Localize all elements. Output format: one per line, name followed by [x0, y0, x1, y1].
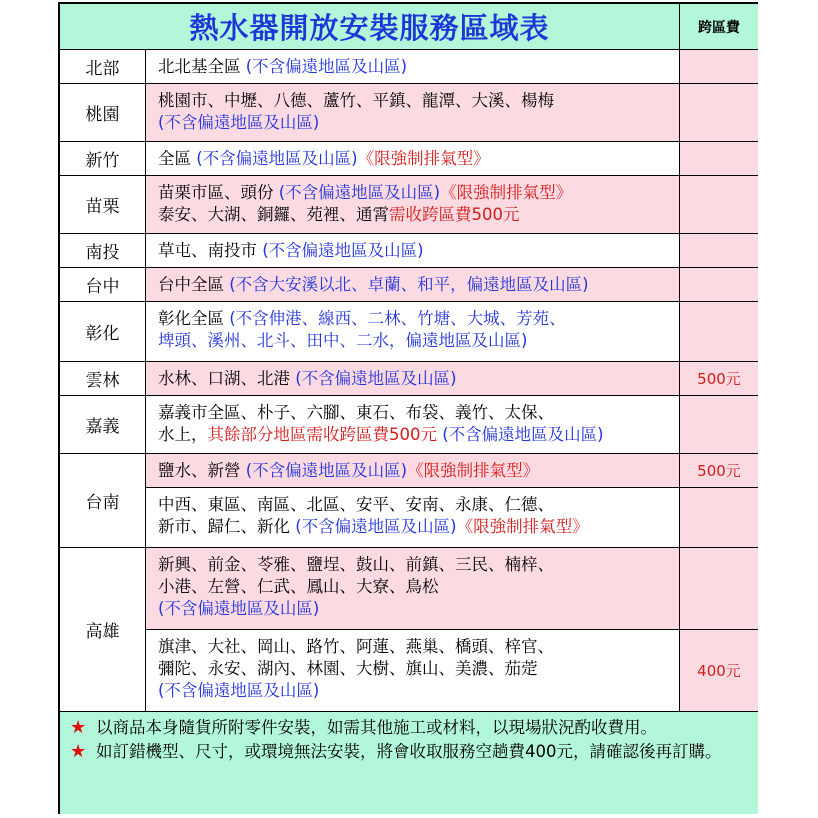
region-tainan: 台南 [60, 454, 146, 548]
areas-kaohsiung-b: 旗津、大社、岡山、路竹、阿蓮、燕巢、橋頭、梓官、 彌陀、永安、湖內、林園、大樹、旗山、美濃、茄萣 (不含偏遠地區及山區) [146, 630, 680, 712]
fee-nantou [680, 234, 758, 268]
notes-section [60, 712, 758, 814]
table-title-cell [60, 4, 680, 50]
fee-miaoli [680, 176, 758, 234]
note-item: ★ 以商品本身隨貨所附零件安裝，如需其他施工或材料，以現場狀況酌收費用。 [70, 717, 657, 738]
areas-tainan-a: 鹽水、新營 (不含偏遠地區及山區)《限強制排氣型》 [146, 454, 680, 488]
star-icon: ★ [70, 717, 87, 738]
region-changhua: 彰化 [60, 302, 146, 362]
table-title: 熱水器開放安裝服務區域表 [189, 11, 550, 45]
fee-changhua [680, 302, 758, 362]
region-miaoli: 苗栗 [60, 176, 146, 234]
fee-tainan-a: 500元 [680, 454, 758, 488]
areas-hsinchu: 全區 (不含偏遠地區及山區)《限強制排氣型》 [146, 142, 680, 176]
fee-chiayi [680, 396, 758, 454]
region-kaohsiung: 高雄 [60, 548, 146, 712]
region-yunlin: 雲林 [60, 362, 146, 396]
areas-miaoli: 苗栗市區、頭份 (不含偏遠地區及山區)《限強制排氣型》 泰安、大湖、銅鑼、苑裡、通霄需收跨區費500元 [146, 176, 680, 234]
areas-taoyuan: 桃園市、中壢、八德、蘆竹、平鎮、龍潭、大溪、楊梅 (不含偏遠地區及山區) [146, 84, 680, 142]
note-item: ★ 如訂錯機型、尺寸，或環境無法安裝，將會收取服務空趟費400元，請確認後再訂購。 [70, 741, 722, 762]
region-taoyuan: 桃園 [60, 84, 146, 142]
areas-changhua: 彰化全區 (不含伸港、線西、二林、竹塘、大城、芳苑、 埤頭、溪州、北斗、田中、二水，偏遠地區及山區) [146, 302, 680, 362]
fee-yunlin: 500元 [680, 362, 758, 396]
areas-north: 北北基全區 (不含偏遠地區及山區) [146, 50, 680, 84]
areas-yunlin: 水林、口湖、北港 (不含偏遠地區及山區) [146, 362, 680, 396]
region-hsinchu: 新竹 [60, 142, 146, 176]
fee-column-header: 跨區費 [680, 4, 758, 50]
areas-chiayi: 嘉義市全區、朴子、六腳、東石、布袋、義竹、太保、 水上，其餘部分地區需收跨區費500元 (不含偏遠地區及山區) [146, 396, 680, 454]
service-area-table [58, 2, 758, 814]
areas-tainan-b: 中西、東區、南區、北區、安平、安南、永康、仁德、 新市、歸仁、新化 (不含偏遠地區及山區)《限強制排氣型》 [146, 488, 680, 548]
fee-tainan-b [680, 488, 758, 548]
region-taichung: 台中 [60, 268, 146, 302]
areas-taichung: 台中全區 (不含大安溪以北、卓蘭、和平，偏遠地區及山區) [146, 268, 680, 302]
fee-taoyuan [680, 84, 758, 142]
fee-kaohsiung-a [680, 548, 758, 630]
region-chiayi: 嘉義 [60, 396, 146, 454]
fee-north [680, 50, 758, 84]
fee-kaohsiung-b: 400元 [680, 630, 758, 712]
fee-hsinchu [680, 142, 758, 176]
fee-taichung [680, 268, 758, 302]
region-nantou: 南投 [60, 234, 146, 268]
star-icon: ★ [70, 741, 87, 762]
region-north: 北部 [60, 50, 146, 84]
areas-kaohsiung-a: 新興、前金、苓雅、鹽埕、鼓山、前鎮、三民、楠梓、 小港、左營、仁武、鳳山、大寮、鳥松 (不含偏遠地區及山區) [146, 548, 680, 630]
areas-nantou: 草屯、南投市 (不含偏遠地區及山區) [146, 234, 680, 268]
